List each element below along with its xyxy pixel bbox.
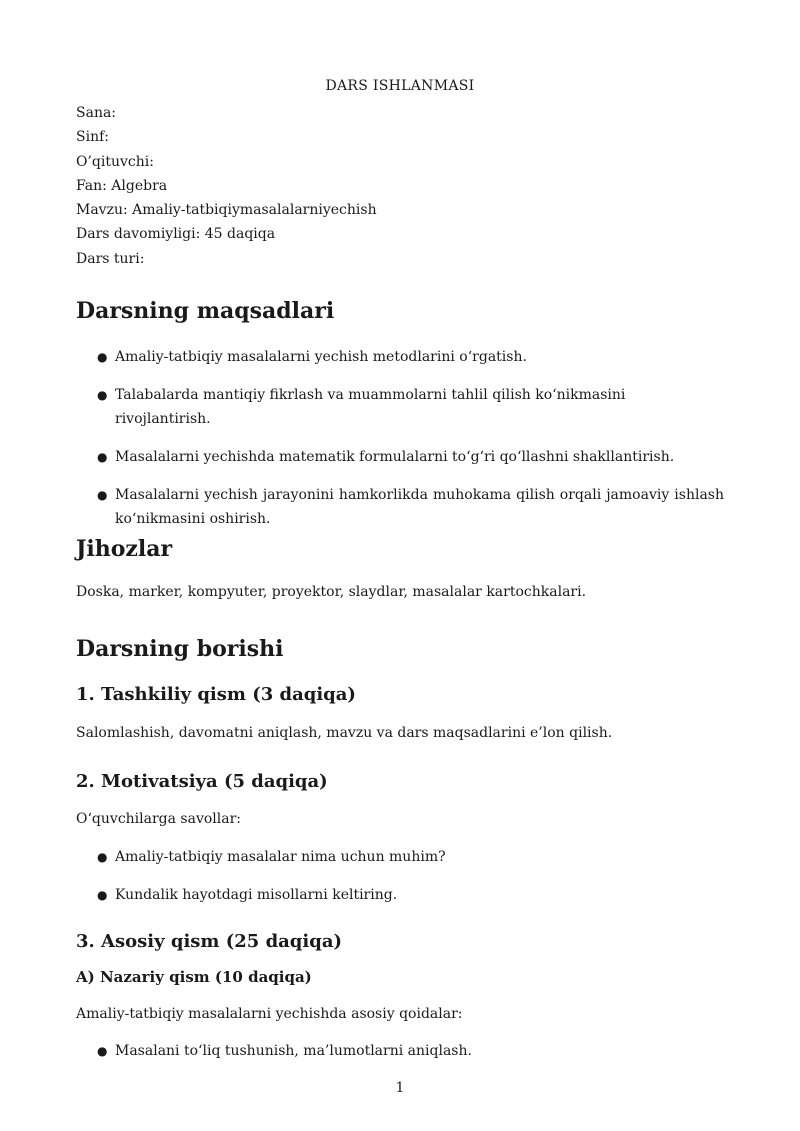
bullet-icon: ●: [97, 450, 108, 464]
meta-type: Dars turi:: [76, 250, 145, 267]
section-heading-goals: Darsning maqsadlari: [76, 298, 335, 324]
page-number: 1: [395, 1080, 405, 1096]
meta-date: Sana:: [76, 105, 117, 121]
theory-text: Amaliy-tatbiqiy masalalarni yechishda asosiy qoidalar:: [76, 1006, 463, 1022]
bullet-icon: ●: [97, 388, 108, 402]
list-item: ● Kundalik hayotdagi misollarni keltiring.: [97, 883, 724, 907]
list-item: ● Masalani to‘liq tushunish, ma’lumotlarni aniqlash.: [97, 1039, 724, 1063]
motivation-text: O‘quvchilarga savollar:: [76, 811, 242, 827]
subsection-heading-main-part: 3. Asosiy qism (25 daqiqa): [76, 931, 343, 952]
equipment-text: Doska, marker, kompyuter, proyektor, slaydlar, masalalar kartochkalari.: [76, 584, 587, 600]
theory-list: [97, 1039, 724, 1063]
list-item: ● Talabalarda mantiqiy fikrlash va muammolarni tahlil qilish ko‘nikmasini rivojlantirish.: [97, 383, 724, 431]
meta-duration: Dars davomiyligi: 45 daqiqa: [76, 226, 276, 243]
bullet-icon: ●: [97, 488, 108, 502]
list-item: ● Masalalarni yechishda matematik formulalarni to‘g‘ri qo‘llashni shakllantirish.: [97, 445, 724, 469]
goals-list: [97, 345, 724, 531]
list-item: ● Amaliy-tatbiqiy masalalar nima uchun muhim?: [97, 845, 724, 869]
bullet-icon: ●: [97, 350, 108, 364]
list-item: ● Masalalarni yechish jarayonini hamkorlikda muhokama qilish orqali jamoaviy ishlash ko‘nikmasini oshirish.: [97, 483, 724, 531]
subsection-heading-motivation: 2. Motivatsiya (5 daqiqa): [76, 771, 328, 792]
meta-topic: Mavzu: Amaliy-tatbiqiymasalalarniyechish: [76, 202, 377, 219]
bullet-icon: ●: [97, 888, 108, 902]
meta-subject: Fan: Algebra: [76, 177, 168, 194]
subsection-heading-organization: 1. Tashkiliy qism (3 daqiqa): [76, 684, 356, 705]
bullet-icon: ●: [97, 850, 108, 864]
bullet-icon: ●: [97, 1044, 108, 1058]
meta-class: Sinf:: [76, 129, 109, 146]
section-heading-lesson-flow: Darsning borishi: [76, 636, 284, 662]
subsubsection-heading-theory: A) Nazariy qism (10 daqiqa): [76, 968, 312, 986]
document-title: DARS ISHLANMASI: [325, 78, 475, 94]
meta-teacher: O’qituvchi:: [76, 153, 154, 170]
motivation-list: [97, 845, 724, 907]
lesson-meta: [76, 101, 377, 271]
organization-text: Salomlashish, davomatni aniqlash, mavzu va dars maqsadlarini e’lon qilish.: [76, 725, 613, 741]
section-heading-equipment: Jihozlar: [76, 536, 173, 562]
list-item: ● Amaliy-tatbiqiy masalalarni yechish metodlarini o‘rgatish.: [97, 345, 724, 369]
